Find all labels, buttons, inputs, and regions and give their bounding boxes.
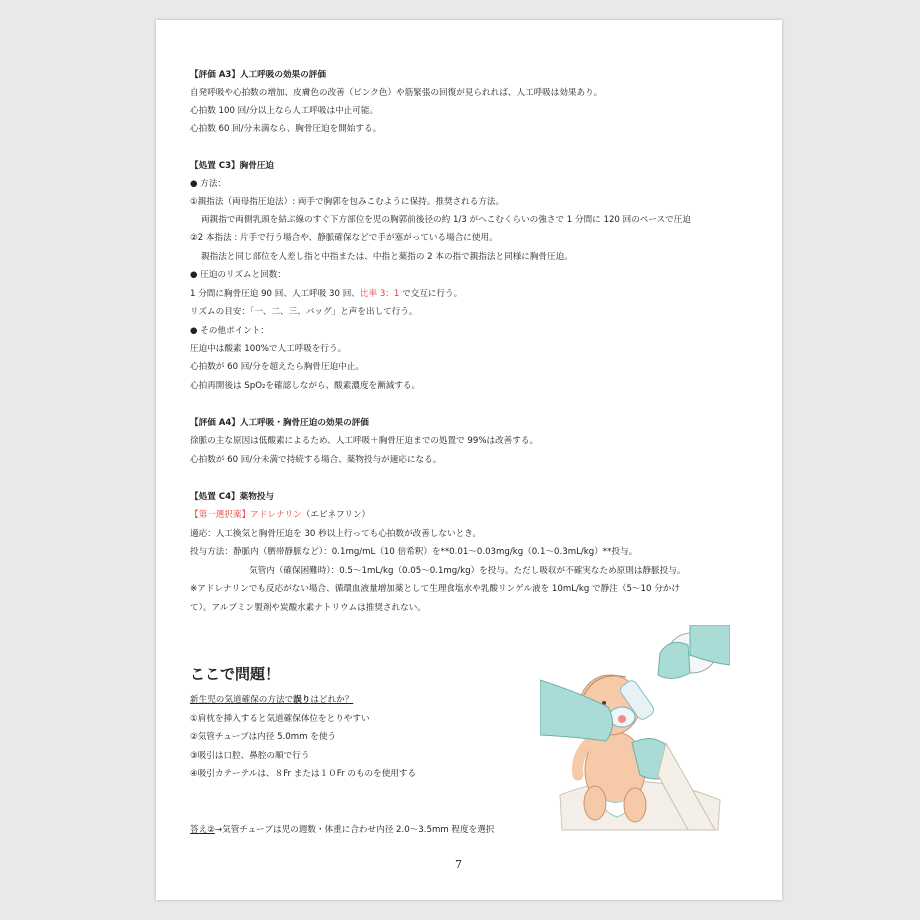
c3-two-finger-detail: 親指法と同じ部位を人差し指と中指または、中指と薬指の 2 本の指で親指法と同様に胸骨圧迫。 xyxy=(201,252,573,262)
c3-thumb-method: ①親指法（両母指圧迫法）: 両手で胸郭を包みこむように保持。推奨される方法。 xyxy=(190,197,505,207)
c4-indication: 適応：人工換気と胸骨圧迫を 30 秒以上行っても心拍数が改善しないとき。 xyxy=(190,529,482,539)
quiz-option-2: ②気管チューブは内径 5.0mm を使う xyxy=(190,732,337,742)
c3-method-label: ● 方法： xyxy=(190,179,227,189)
c4-note-line-2: て）。アルブミン製剤や炭酸水素ナトリウムは推奨されない。 xyxy=(190,603,426,613)
heading-c4: 【処置 C4】薬物投与 xyxy=(190,492,275,502)
quiz-answer xyxy=(190,824,494,836)
quiz-question-post: はどれか？ xyxy=(310,695,354,705)
c4-first-choice-drug: 【第一選択薬】アドレナリン xyxy=(190,510,302,520)
c3-rhythm-post: で交互に行う。 xyxy=(399,289,463,299)
heading-c3: 【処置 C3】胸骨圧迫 xyxy=(190,161,275,171)
quiz-answer-label: 答え② xyxy=(190,825,215,835)
c3-thumb-detail: 両親指で両側乳頭を結ぶ線のすぐ下方部位を児の胸郭前後径の約 1/3 がへこむくらいの強さで 1 分間に 120 回のペースで圧迫 xyxy=(201,215,691,225)
a4-line-1: 徐脈の主な原因は低酸素によるため、人工呼吸＋胸骨圧迫までの処置で 99%は改善する。 xyxy=(190,436,539,446)
c4-first-choice-alias: （エピネフリン） xyxy=(301,510,371,520)
heading-a4: 【評価 A4】人工呼吸・胸骨圧迫の効果の評価 xyxy=(190,418,369,428)
a4-line-2: 心拍数が 60 回/分未満で持続する場合、薬物投与が適応になる。 xyxy=(190,455,442,465)
quiz-question xyxy=(190,694,353,706)
c3-other-3: 心拍再開後は SpO₂を確認しながら、酸素濃度を漸減する。 xyxy=(190,381,421,391)
c3-other-1: 圧迫中は酸素 100%で人工呼吸を行う。 xyxy=(190,344,347,354)
c4-first-choice xyxy=(190,509,370,521)
a3-line-1: 自発呼吸や心拍数の増加、皮膚色の改善（ピンク色）や筋緊張の回復が見られれば、人工呼吸は効果あり。 xyxy=(190,88,603,98)
quiz-question-emphasis: 誤り xyxy=(293,695,311,705)
heading-a3: 【評価 A3】人工呼吸の効果の評価 xyxy=(190,70,326,80)
quiz-option-3: ③吸引は口腔、鼻腔の順で行う xyxy=(190,751,310,761)
c3-rhythm-guide: リズムの目安：「一、二、三、バッグ」と声を出して行う。 xyxy=(190,307,418,317)
page-number: 7 xyxy=(455,858,462,871)
c4-note-line-1: ※アドレナリンでも反応がない場合、循環血液量増加薬として生理食塩水や乳酸リンゲル液を 10mL/kg で静注（5～10 分かけ xyxy=(190,584,680,594)
c3-other-label: ● その他ポイント： xyxy=(190,326,269,336)
c3-two-finger-method: ②2 本指法 : 片手で行う場合や、静脈確保などで手が塞がっている場合に使用。 xyxy=(190,233,498,243)
c3-rhythm-ratio: 比率 3：1 xyxy=(359,289,400,299)
quiz-answer-text: →気管チューブは児の週数・体重に合わせ内径 2.0～3.5mm 程度を選択 xyxy=(214,825,495,835)
c3-rhythm-line xyxy=(190,288,462,300)
a3-line-2: 心拍数 100 回/分以上なら人工呼吸は中止可能。 xyxy=(190,106,379,116)
quiz-option-4: ④吸引カテーテルは、８Fr または１０Fr のものを使用する xyxy=(190,769,417,779)
c3-rhythm-pre: 1 分間に胸骨圧迫 90 回、人工呼吸 30 回、 xyxy=(190,289,360,299)
quiz-question-pre: 新生児の気道確保の方法で xyxy=(190,695,294,705)
c3-rhythm-label: ● 圧迫のリズムと回数： xyxy=(190,270,286,280)
c3-other-2: 心拍数が 60 回/分を超えたら胸骨圧迫中止。 xyxy=(190,362,364,372)
c4-method-iv: 投与方法：静脈内（臍帯静脈など）：0.1mg/mL（10 倍希釈）を**0.01～0.03mg/kg（0.1～0.3mL/kg）**投与。 xyxy=(190,547,638,557)
a3-line-3: 心拍数 60 回/分未満なら、胸骨圧迫を開始する。 xyxy=(190,124,382,134)
c4-method-it: 気管内（確保困難時）：0.5～1mL/kg（0.05～0.1mg/kg）を投与。ただし吸収が不確実なため原則は静脈投与。 xyxy=(249,566,686,576)
quiz-title: ここで問題！ xyxy=(190,665,281,683)
neonatal-resuscitation-illustration xyxy=(540,625,730,835)
quiz-option-1: ①肩枕を挿入すると気道確保体位をとりやすい xyxy=(190,714,370,724)
